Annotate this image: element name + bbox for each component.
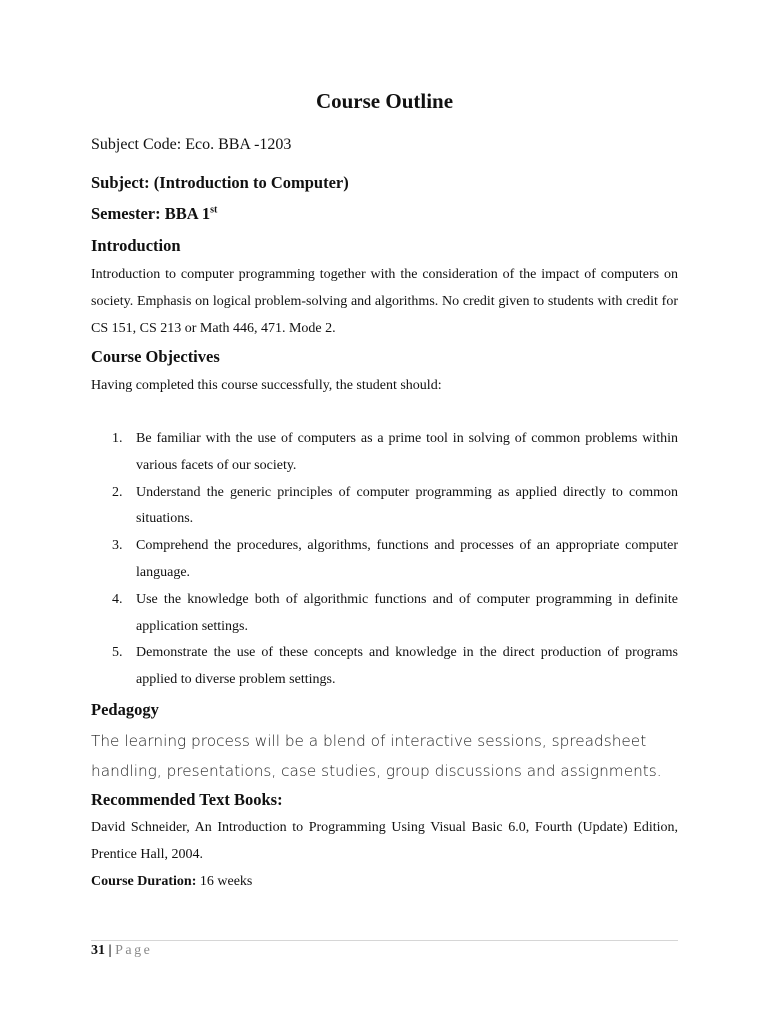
objective-item [91, 426, 678, 480]
objective-text: Understand the generic principles of computer programming as applied directly to common situations. [136, 484, 678, 527]
textbooks-heading: Recommended Text Books: [91, 790, 283, 809]
document-title: Course Outline [315, 89, 454, 113]
objective-number: 2. [112, 484, 123, 500]
semester-heading [91, 203, 217, 225]
objective-number: 4. [112, 591, 123, 607]
textbooks-text: David Schneider, An Introduction to Programming Using Visual Basic 6.0, Fourth (Update) Edition, Prentice Hall, 2004. [91, 820, 678, 862]
objective-number: 1. [112, 431, 123, 446]
page-label: Page [115, 943, 153, 958]
objective-text: Use the knowledge both of algorithmic functions and of computer programming in definite application settings. [136, 591, 678, 634]
objective-text: Comprehend the procedures, algorithms, functions and processes of an appropriate computer language. [136, 538, 678, 580]
objective-item [91, 533, 678, 587]
objective-item [91, 587, 678, 641]
duration-value: 16 weeks [199, 874, 253, 889]
objective-text: Demonstrate the use of these concepts and knowledge in the direct production of programs applied to diverse problem settings. [136, 645, 678, 688]
footer-divider [91, 940, 678, 941]
pedagogy-heading: Pedagogy [91, 700, 159, 719]
introduction-text: Introduction to computer programming together with the consideration of the impact of computers on society. Emphasis on logical problem-solving and algorithms. No credit given to students with credit for CS 151, CS 213 or Math 446, 471. Mode 2. [91, 267, 678, 336]
objective-item [91, 480, 678, 534]
duration-label: Course Duration: [91, 874, 197, 889]
document-page [91, 0, 678, 1024]
objectives-list [91, 426, 678, 694]
page-number: 31 [91, 943, 105, 958]
introduction-heading: Introduction [91, 236, 181, 255]
objectives-lead: Having completed this course successfully, the student should: [91, 378, 442, 393]
objective-text: Be familiar with the use of computers as a prime tool in solving of common problems within various facets of our society. [136, 431, 678, 473]
objective-item [91, 640, 678, 694]
course-duration [91, 871, 252, 893]
semester-text: Semester: BBA 1 [91, 204, 211, 223]
page-footer [91, 941, 152, 961]
semester-superscript: st [210, 204, 218, 216]
objectives-heading: Course Objectives [91, 347, 220, 366]
subject-code: Subject Code: Eco. BBA -1203 [91, 136, 292, 153]
objective-number: 5. [112, 645, 123, 661]
objective-number: 3. [112, 538, 123, 554]
subject-heading: Subject: (Introduction to Computer) [91, 173, 349, 192]
footer-separator: | [108, 943, 112, 958]
pedagogy-text: The learning process will be a blend of interactive sessions, spreadsheet handling, presentations, case studies, group discussions and assignments. [91, 732, 662, 780]
